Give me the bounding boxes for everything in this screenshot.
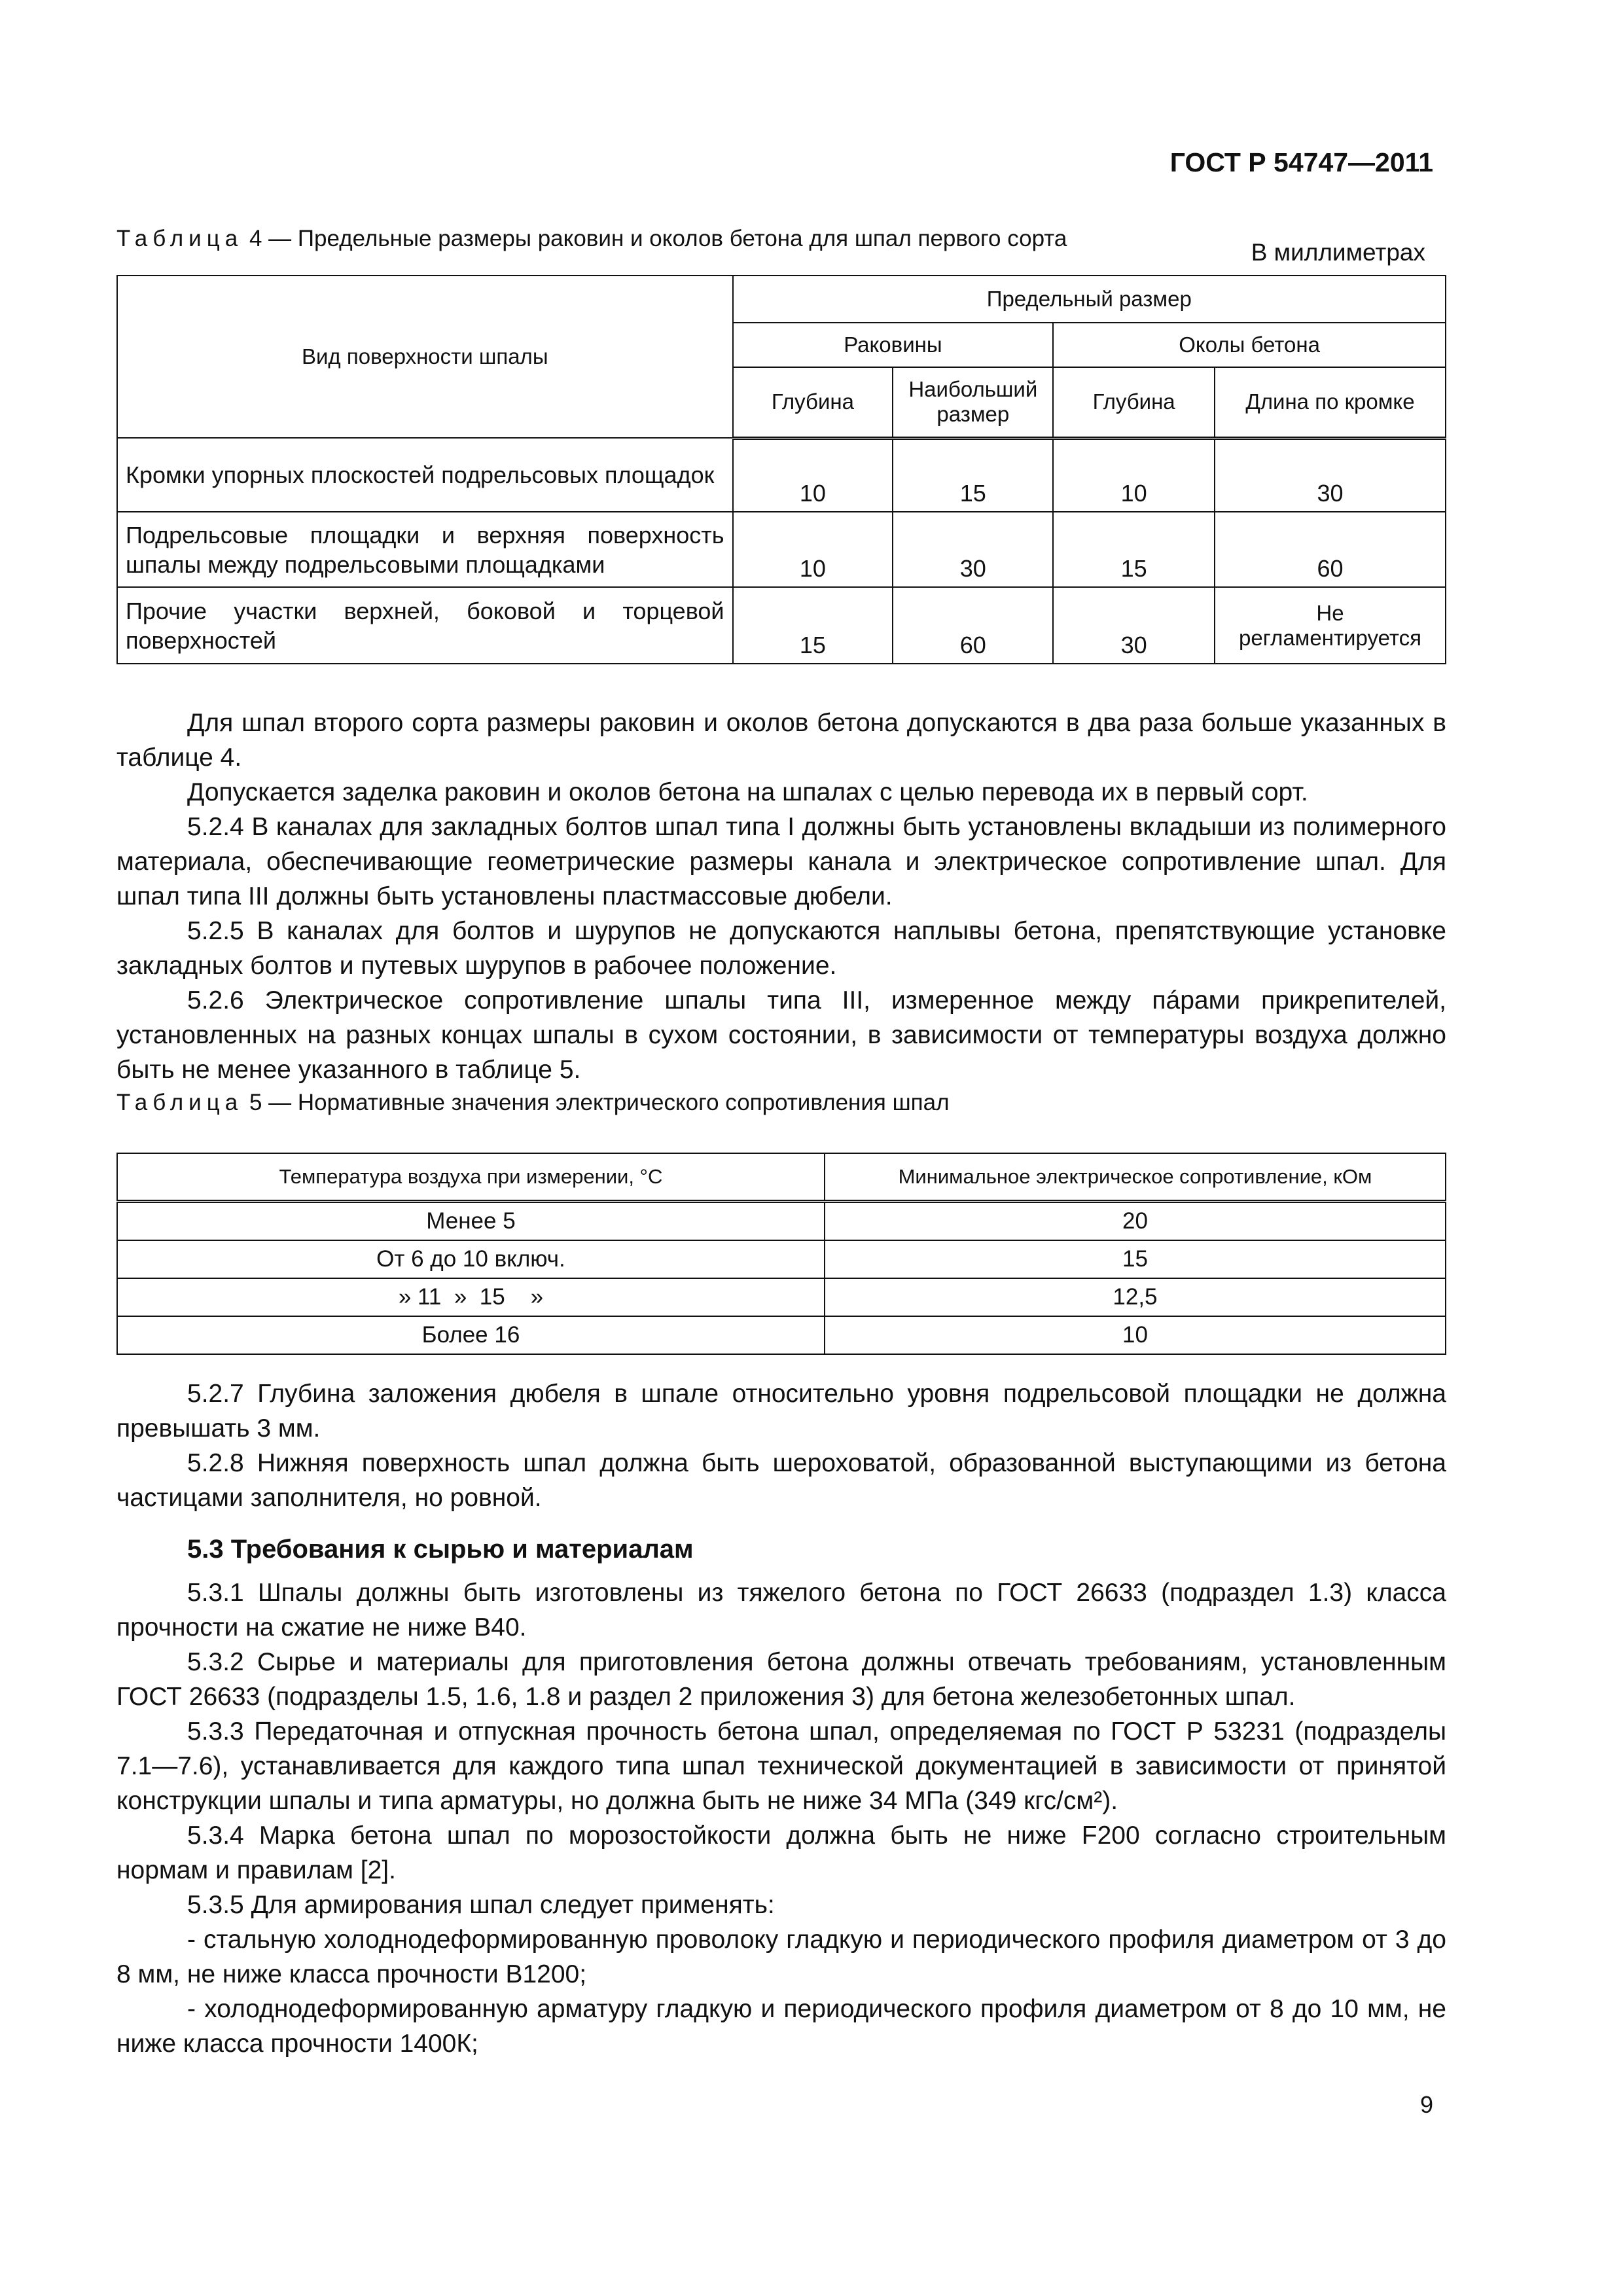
page-number: 9 <box>1419 2091 1433 2118</box>
table4-cell: 10 <box>733 512 893 587</box>
list-item: - холоднодеформированную арматуру гладкую и периодического профиля диаметром от 8 до 10 мм, не ниже класса прочности 1400К; <box>116 1995 1446 2058</box>
table4-cell: Не регламентируется <box>1215 587 1446 664</box>
table4-header-depth: Глубина <box>733 367 893 438</box>
table5-resistance: 15 <box>825 1240 1446 1278</box>
table4-units: В миллиметрах <box>1251 239 1425 266</box>
text-block-2 <box>116 1376 1446 1515</box>
table-row <box>117 1316 1446 1354</box>
paragraph: 5.3.3 Передаточная и отпускная прочность бетона шпал, определяемая по ГОСТ Р 53231 (подразделы 7.1—7.6), устанавливается для каждого типа шпал технической документацией в зависимости от принятой конструкции шпалы и типа арматуры, но должна быть не ниже 34 МПа (349 кгс/см²). <box>116 1717 1446 1815</box>
paragraph: Допускается заделка раковин и околов бетона на шпалах с целью перевода их в первый сорт. <box>187 778 1308 806</box>
table-row <box>117 587 1446 664</box>
table5-temperature: » 11 » 15 » <box>117 1278 825 1316</box>
paragraph: 5.3.5 Для армирования шпал следует применять: <box>187 1891 775 1919</box>
table5-resistance: 12,5 <box>825 1278 1446 1316</box>
table-row <box>117 1202 1446 1241</box>
table5-caption <box>116 1090 950 1116</box>
table-row <box>117 1278 1446 1316</box>
list-item: - стальную холоднодеформированную проволоку гладкую и периодического профиля диаметром от 3 до 8 мм, не ниже класса прочности В1200; <box>116 1926 1446 1988</box>
table4-cell: 15 <box>1053 512 1215 587</box>
table4-header-pits: Раковины <box>733 323 1054 367</box>
table5-temperature: Менее 5 <box>117 1202 825 1241</box>
paragraph: 5.2.4 В каналах для закладных болтов шпал типа I должны быть установлены вкладыши из полимерного материала, обеспечивающие геометрические размеры канала и электрическое сопротивление шпал. Для шпал типа III должны быть установлены пластмассовые дюбели. <box>116 813 1446 910</box>
table4-cell: 30 <box>893 512 1053 587</box>
table4-row-label: Прочие участки верхней, боковой и торцевой поверхностей <box>117 587 733 664</box>
table5-resistance: 20 <box>825 1202 1446 1241</box>
table4-header-chips: Околы бетона <box>1053 323 1446 367</box>
table4-row-label: Кромки упорных плоскостей подрельсовых площадок <box>117 438 733 512</box>
table-row <box>117 1240 1446 1278</box>
table5-header-resistance: Минимальное электрическое сопротивление, кОм <box>825 1153 1446 1202</box>
table4-header-surface: Вид поверхности шпалы <box>117 276 733 438</box>
table4-caption-text: 4 — Предельные размеры раковин и околов бетона для шпал первого сорта <box>243 226 1067 251</box>
table4-header-edge-length: Длина по кромке <box>1215 367 1446 438</box>
table5-caption-text: 5 — Нормативные значения электрического сопротивления шпал <box>243 1090 950 1115</box>
table-row <box>117 438 1446 512</box>
section-heading: 5.3 Требования к сырью и материалам <box>187 1535 694 1564</box>
text-block-1 <box>116 706 1446 1087</box>
table-row <box>117 512 1446 587</box>
paragraph: 5.3.1 Шпалы должны быть изготовлены из тяжелого бетона по ГОСТ 26633 (подраздел 1.3) класса прочности на сжатие не ниже В40. <box>116 1579 1446 1641</box>
text-block-3 <box>116 1575 1446 2061</box>
paragraph: 5.2.6 Электрическое сопротивление шпалы типа III, измеренное между пáрами прикрепителей, установленных на разных концах шпалы в сухом состоянии, в зависимости от температуры воздуха должно быть не менее указанного в таблице 5. <box>116 986 1446 1084</box>
paragraph: 5.3.4 Марка бетона шпал по морозостойкости должна быть не ниже F200 согласно строительным нормам и правилам [2]. <box>116 1821 1446 1884</box>
table5-caption-word: Таблица <box>116 1090 243 1115</box>
table4-cell: 60 <box>1215 512 1446 587</box>
document-code: ГОСТ Р 54747—2011 <box>1169 147 1433 177</box>
paragraph: 5.2.8 Нижняя поверхность шпал должна быть шероховатой, образованной выступающими из бетона частицами заполнителя, но ровной. <box>116 1449 1446 1512</box>
table4-row-label: Подрельсовые площадки и верхняя поверхность шпалы между подрельсовыми площадками <box>117 512 733 587</box>
table4-cell: 15 <box>733 587 893 664</box>
table4-header-largest: Наибольший размер <box>893 367 1053 438</box>
table4-cell: 10 <box>733 438 893 512</box>
paragraph: Для шпал второго сорта размеры раковин и околов бетона допускаются в два раза больше указанных в таблице 4. <box>116 709 1446 772</box>
paragraph: 5.2.7 Глубина заложения дюбеля в шпале относительно уровня подрельсовой площадки не должна превышать 3 мм. <box>116 1380 1446 1443</box>
paragraph: 5.3.2 Сырье и материалы для приготовления бетона должны отвечать требованиям, установленным ГОСТ 26633 (подразделы 1.5, 1.6, 1.8 и раздел 2 приложения 3) для бетона железобетонных шпал. <box>116 1648 1446 1711</box>
table5-temperature: Более 16 <box>117 1316 825 1354</box>
table5-resistance: 10 <box>825 1316 1446 1354</box>
table4 <box>116 275 1446 664</box>
table5-temperature: От 6 до 10 включ. <box>117 1240 825 1278</box>
table4-header-limit: Предельный размер <box>733 276 1446 323</box>
table4-caption <box>116 226 1067 252</box>
table4-cell: 30 <box>1215 438 1446 512</box>
table5-header-temperature: Температура воздуха при измерении, °С <box>117 1153 825 1202</box>
table4-cell: 15 <box>893 438 1053 512</box>
table5 <box>116 1153 1446 1355</box>
table4-cell: 60 <box>893 587 1053 664</box>
table4-caption-word: Таблица <box>116 226 243 251</box>
table4-header-depth2: Глубина <box>1053 367 1215 438</box>
paragraph: 5.2.5 В каналах для болтов и шурупов не допускаются наплывы бетона, препятствующие установке закладных болтов и путевых шурупов в рабочее положение. <box>116 917 1446 980</box>
table4-cell: 30 <box>1053 587 1215 664</box>
table4-cell: 10 <box>1053 438 1215 512</box>
